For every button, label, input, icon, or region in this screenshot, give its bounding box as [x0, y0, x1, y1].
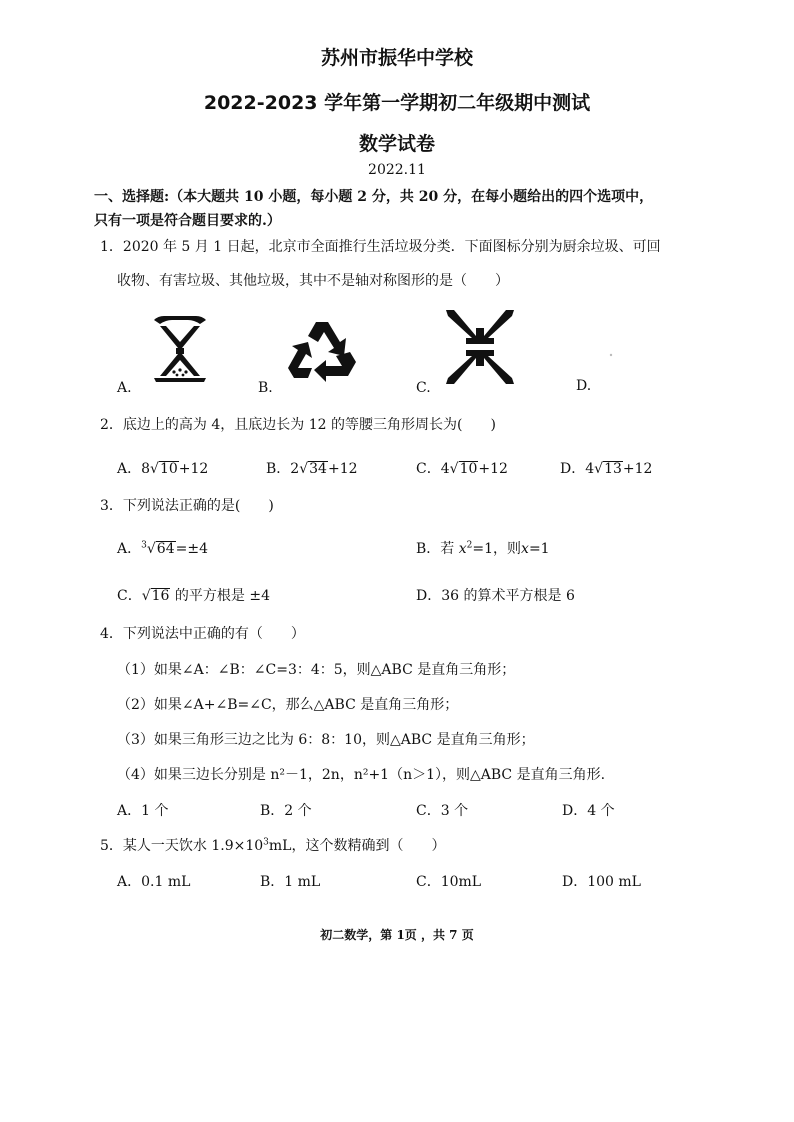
- q3-option-a: A．$^3$√64=±4: [117, 540, 208, 557]
- q2-stem: 2．底边上的高为 4，且底边长为 12 的等腰三角形周长为( ): [100, 417, 496, 433]
- q3-option-b: B．若 $x^2=1$，则x=1: [416, 540, 550, 557]
- q1-option-c-label: C.: [416, 380, 431, 396]
- q4-statement-2: （2）如果∠A+∠B=∠C，那么△ABC 是直角三角形；: [117, 697, 459, 713]
- q4-option-a: A．1 个: [117, 803, 169, 819]
- q2-option-a: A．8√10+12: [117, 461, 209, 477]
- q1-option-a-label: A.: [117, 380, 132, 396]
- q3-option-d: D．36 的算术平方根是 6: [416, 588, 575, 604]
- q5-option-b: B．1 mL: [260, 874, 321, 890]
- page-footer: 初二数学，第 1页 ，共 7 页: [320, 928, 474, 942]
- q1-option-d-label: D.: [576, 378, 592, 394]
- section-heading-line1: 一、选择题:（本大题共 10 小题，每小题 2 分，共 20 分，在每小题给出的四个选项中，: [94, 189, 654, 205]
- exam-date: 2022.11: [368, 162, 426, 178]
- q1-stem-line2: 收物、有害垃圾、其他垃圾，其中不是轴对称图形的是（ ）: [117, 273, 509, 289]
- hazardous-waste-icon: [440, 308, 520, 386]
- q1-stem-line1: 1．2020 年 5 月 1 日起，北京市全面推行生活垃圾分类．下面图标分别为厨余垃圾、可回: [100, 239, 661, 255]
- q5-option-c: C．10mL: [416, 874, 482, 890]
- school-name: 苏州市振华中学校: [320, 47, 473, 69]
- q5-stem: 5．某人一天饮水 $1.9\times 10^3mL$，这个数精确到（ ）: [100, 837, 446, 854]
- q4-option-d: D．4 个: [562, 803, 615, 819]
- q3-stem: 3．下列说法正确的是( ): [100, 498, 274, 514]
- q4-option-b: B．2 个: [260, 803, 312, 819]
- q5-option-a: A．0.1 mL: [117, 874, 191, 890]
- exam-title: 2022-2023 学年第一学期初二年级期中测试: [203, 92, 591, 114]
- q4-stem: 4．下列说法中正确的有（ ）: [100, 626, 305, 642]
- other-waste-icon: [604, 350, 618, 360]
- q4-statement-1: （1）如果∠A：∠B：∠C=3：4：5，则△ABC 是直角三角形；: [117, 662, 516, 678]
- q5-option-d: D．100 mL: [562, 874, 641, 890]
- q2-option-c: C．4√10+12: [416, 461, 508, 477]
- q3-option-c: C．√16 的平方根是 ±4: [117, 588, 271, 604]
- kitchen-waste-icon: [148, 314, 212, 384]
- q1-option-b-label: B.: [258, 380, 273, 396]
- q4-statement-4: （4）如果三边长分别是 n²－1，2n，n²+1（n＞1），则△ABC 是直角三角形.: [117, 767, 606, 783]
- subject-title: 数学试卷: [358, 133, 435, 155]
- section-heading-line2: 只有一项是符合题目要求的.）: [94, 213, 281, 229]
- q2-option-b: B．2√34+12: [266, 461, 358, 477]
- recyclable-icon: [286, 318, 358, 384]
- q4-option-c: C．3 个: [416, 803, 469, 819]
- q2-option-d: D．4√13+12: [560, 461, 653, 477]
- q4-statement-3: （3）如果三角形三边之比为 6：8：10，则△ABC 是直角三角形；: [117, 732, 535, 748]
